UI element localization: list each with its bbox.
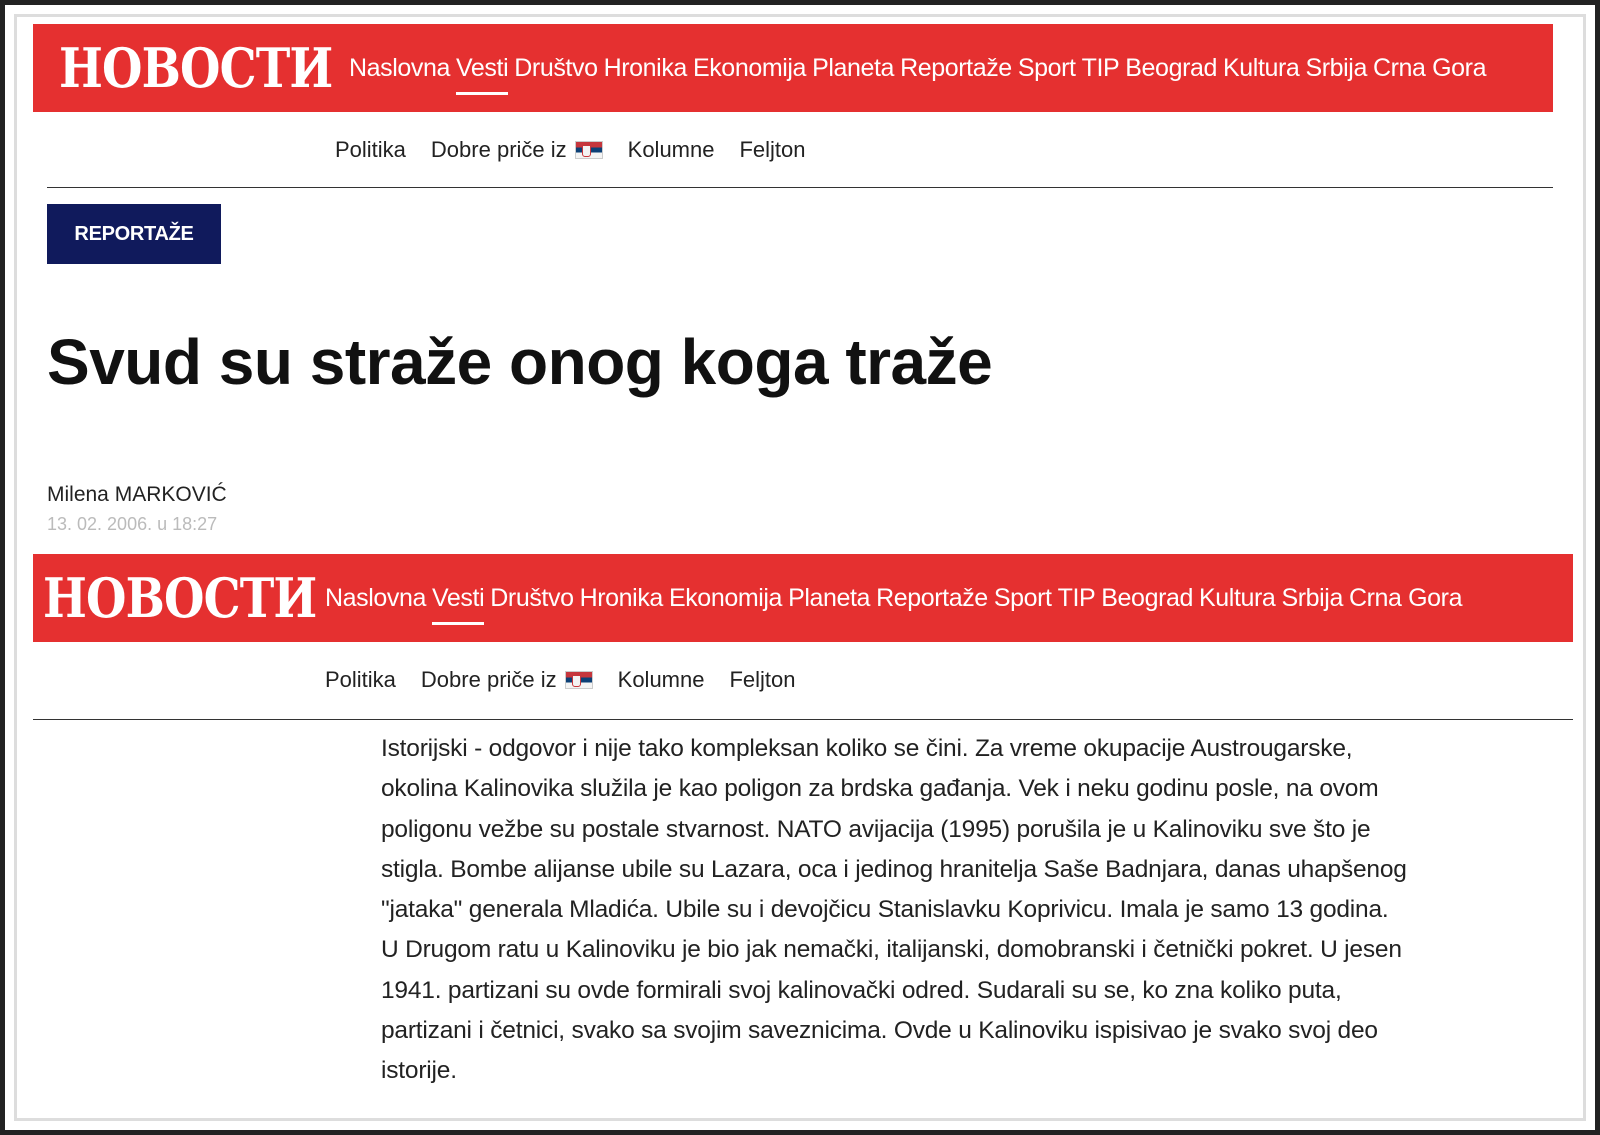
nav-item-sport[interactable]: Sport (993, 583, 1052, 612)
article-author[interactable]: Milena MARKOVIĆ (47, 483, 227, 506)
nav-item-planeta[interactable]: Planeta (788, 583, 871, 612)
nav-item-naslovna[interactable]: Naslovna (349, 53, 451, 82)
subnav-label: Feljton (729, 667, 796, 692)
body-line: stigla. Bombe alijanse ubile su Lazara, oca i jedinog hranitelja Saše Badnjara, danas uhapšenog (381, 855, 1407, 883)
body-line: okolina Kalinovika služila je kao poligon za brdska gađanja. Vek i neku godinu posle, na ovom (381, 775, 1379, 803)
subnav-item-politika[interactable] (335, 137, 406, 163)
subnav-label: Kolumne (627, 137, 715, 162)
divider (33, 719, 1573, 720)
nav-item-vesti[interactable]: Vesti (432, 583, 485, 612)
subnav-item-feljton[interactable] (729, 667, 795, 693)
sub-nav-top (335, 137, 831, 163)
article-body (381, 729, 1541, 1092)
nav-item-srbija[interactable]: Srbija (1281, 583, 1343, 612)
subnav-label: Dobre priče iz (430, 137, 567, 162)
nav-item-tip[interactable]: TIP (1081, 53, 1120, 82)
nav-item-kultura[interactable]: Kultura (1223, 53, 1300, 82)
nav-item-vesti[interactable]: Vesti (456, 53, 509, 82)
site-header-bottom (33, 554, 1573, 642)
body-line: partizani i četnici, svako sa svojim saveznicima. Ovde u Kalinoviku ispisivao je svako svoj deo (381, 1017, 1378, 1045)
serbia-flag-icon (575, 141, 603, 159)
sub-nav-bottom (325, 667, 821, 693)
divider (47, 187, 1553, 188)
body-line: "jataka" generala Mladića. Ubile su i devojčicu Stanislavku Koprivicu. Imala je samo 13 godina. (381, 896, 1389, 924)
nav-item-crna-gora[interactable]: Crna Gora (1348, 583, 1463, 612)
subnav-item-politika[interactable] (325, 667, 396, 693)
subnav-item-dobre-price[interactable] (431, 137, 603, 163)
subnav-item-dobre-price[interactable] (421, 667, 593, 693)
nav-item-kultura[interactable]: Kultura (1199, 583, 1276, 612)
nav-item-beograd[interactable]: Beograd (1125, 53, 1218, 82)
subnav-label: Dobre priče iz (420, 667, 557, 692)
nav-item-sport[interactable]: Sport (1017, 53, 1076, 82)
subnav-label: Feljton (739, 137, 806, 162)
nav-item-crna-gora[interactable]: Crna Gora (1372, 53, 1487, 82)
serbia-flag-icon (565, 671, 593, 689)
nav-item-ekonomija[interactable]: Ekonomija (668, 583, 783, 612)
nav-item-tip[interactable]: TIP (1057, 583, 1096, 612)
subnav-item-kolumne[interactable] (628, 137, 715, 163)
screenshot-canvas (14, 14, 1586, 1121)
nav-item-naslovna[interactable]: Naslovna (325, 583, 427, 612)
nav-item-hronika[interactable]: Hronika (603, 53, 687, 82)
main-nav-bottom (325, 554, 1468, 642)
article-date: 13. 02. 2006. u 18:27 (47, 514, 218, 534)
nav-item-reportaze[interactable]: Reportaže (900, 53, 1012, 82)
nav-item-srbija[interactable]: Srbija (1305, 53, 1367, 82)
nav-item-drustvo[interactable]: Društvo (490, 583, 574, 612)
site-logo[interactable]: НОВОСТИ (43, 566, 317, 630)
site-header-top (33, 24, 1553, 112)
nav-item-beograd[interactable]: Beograd (1101, 583, 1194, 612)
nav-item-planeta[interactable]: Planeta (812, 53, 895, 82)
body-line: poligonu vežbe su postale stvarnost. NATO avijacija (1995) porušila je u Kalinoviku sve što je (381, 815, 1371, 843)
main-nav-top (349, 24, 1492, 112)
subnav-label: Kolumne (617, 667, 705, 692)
subnav-label: Politika (335, 137, 406, 162)
site-logo[interactable]: НОВОСТИ (59, 36, 333, 100)
subnav-item-kolumne[interactable] (618, 667, 705, 693)
body-line: Istorijski - odgovor i nije tako kompleksan koliko se čini. Za vreme okupacije Austrougarske, (381, 735, 1353, 762)
article-headline: Svud su straže onog koga traže (47, 326, 993, 398)
body-line: 1941. partizani su ovde formirali svoj kalinovački odred. Sudarali su se, ko zna koliko puta, (381, 976, 1342, 1004)
category-badge[interactable]: REPORTAŽE (47, 204, 221, 264)
nav-item-hronika[interactable]: Hronika (579, 583, 663, 612)
nav-item-reportaze[interactable]: Reportaže (876, 583, 988, 612)
body-line: istorije. (381, 1057, 457, 1085)
subnav-label: Politika (325, 667, 396, 692)
nav-item-drustvo[interactable]: Društvo (514, 53, 598, 82)
body-line: U Drugom ratu u Kalinoviku je bio jak nemački, italijanski, domobranski i četnički pokret. U jesen (381, 936, 1402, 964)
nav-item-ekonomija[interactable]: Ekonomija (692, 53, 807, 82)
subnav-item-feljton[interactable] (739, 137, 805, 163)
